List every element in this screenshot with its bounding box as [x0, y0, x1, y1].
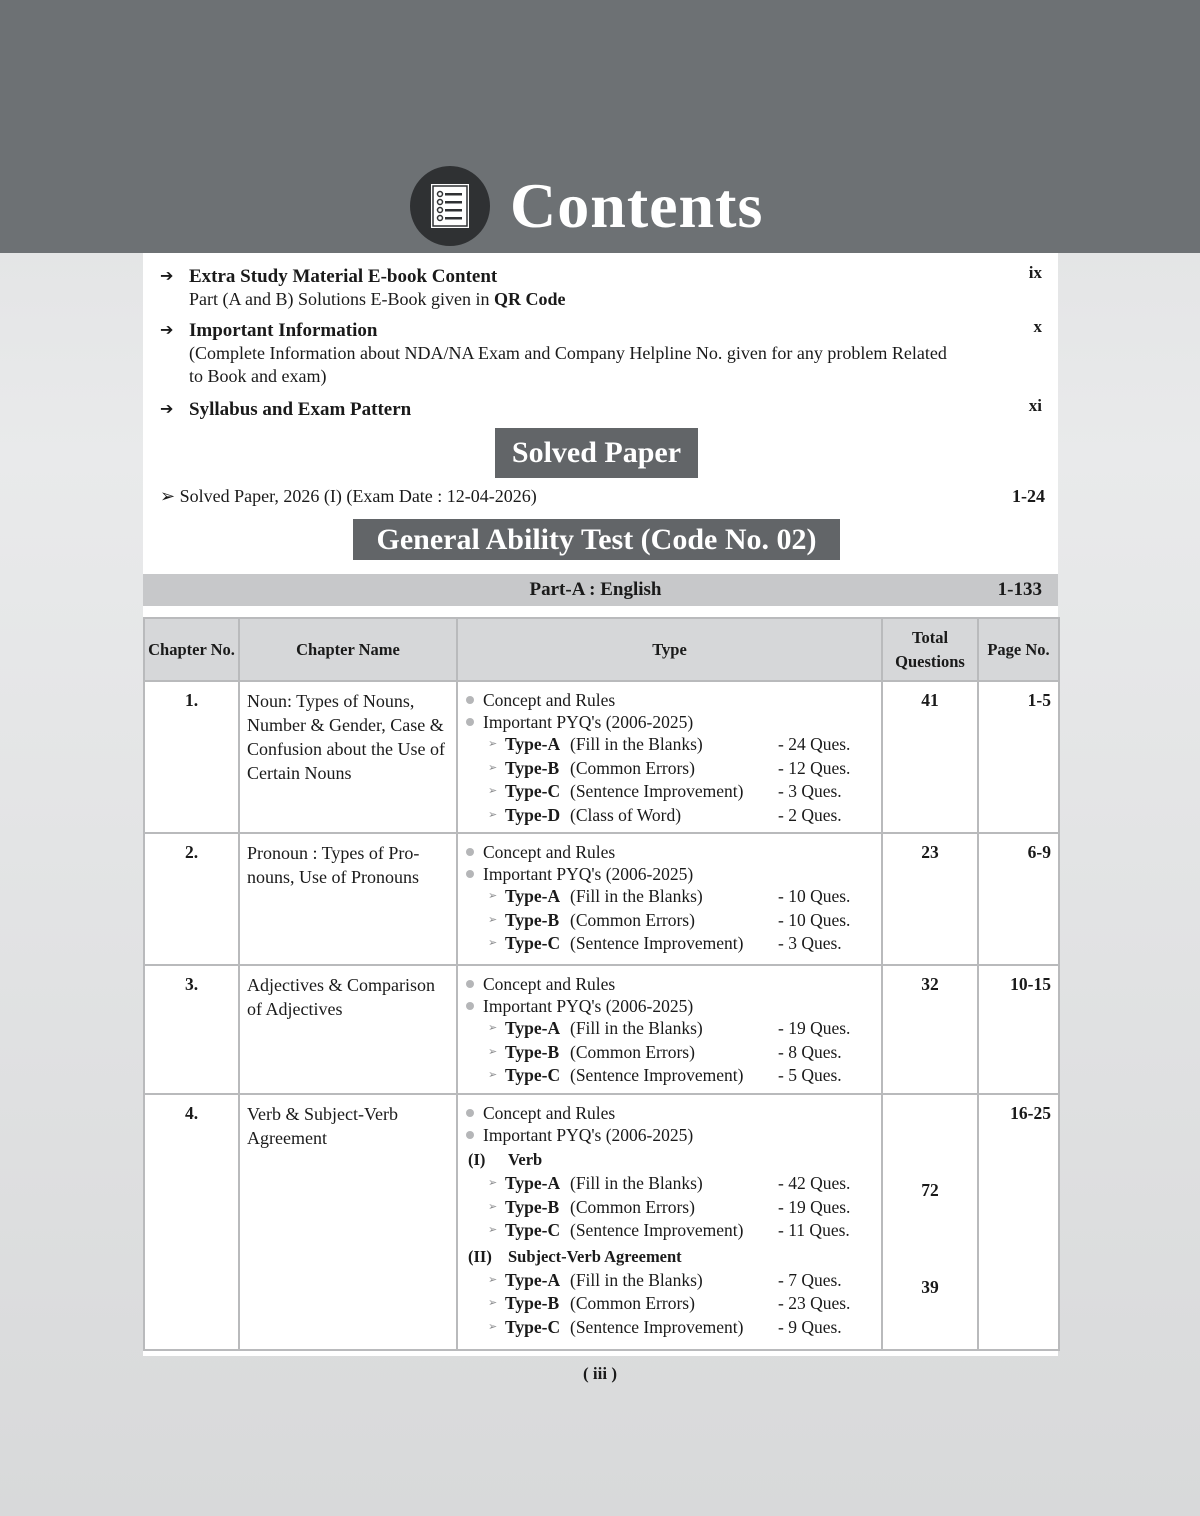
list-item — [463, 1124, 881, 1146]
section-roman: (I) — [468, 1150, 486, 1169]
table-row[interactable] — [144, 681, 1059, 833]
list-item — [463, 863, 881, 885]
type-desc: (Common Errors) — [570, 1041, 695, 1062]
chevron-right-icon: ➢ — [488, 1297, 498, 1309]
page-header — [410, 166, 763, 246]
type-count: - 9 Ques. — [778, 1316, 842, 1337]
page-number: xi — [1028, 396, 1042, 415]
type-desc: (Common Errors) — [570, 1196, 695, 1217]
type-name: Type-C — [505, 781, 561, 801]
chapter-type — [457, 1094, 882, 1350]
type-line — [463, 780, 881, 804]
type-count: - 8 Ques. — [778, 1041, 842, 1062]
type-name: Type-A — [505, 1173, 561, 1193]
chevron-right-icon: ➢ — [488, 937, 498, 949]
bullet-text: Concept and Rules — [483, 842, 616, 862]
chevron-right-icon: ➢ — [488, 1177, 498, 1189]
section-title: Subject-Verb Agreement — [508, 1246, 682, 1266]
section-heading — [463, 1146, 881, 1172]
type-line — [463, 804, 881, 828]
header-chapter-name: Chapter Name — [239, 618, 457, 681]
type-count: - 11 Ques. — [778, 1220, 850, 1240]
bullet-icon — [466, 870, 474, 878]
page-number: ix — [1028, 263, 1042, 282]
gat-label: General Ability Test (Code No. 02) — [353, 519, 840, 560]
type-count: - 3 Ques. — [778, 933, 842, 953]
chapter-no: 4. — [144, 1094, 239, 1350]
type-line — [463, 1064, 881, 1088]
type-name: Type-D — [505, 804, 561, 825]
header-chapter-no: Chapter No. — [144, 618, 239, 681]
chevron-right-icon: ➢ — [488, 1224, 498, 1236]
type-desc: (Common Errors) — [570, 909, 695, 930]
type-name: Type-A — [505, 1018, 561, 1038]
chevron-right-icon: ➢ — [488, 1022, 498, 1034]
section-total: 72 — [921, 1180, 939, 1200]
arrow-right-icon: ➔ — [160, 322, 174, 339]
solved-paper-entry[interactable] — [160, 486, 1045, 507]
page-no: 10-15 — [978, 965, 1059, 1094]
type-count: - 23 Ques. — [778, 1293, 851, 1313]
type-count: - 12 Ques. — [778, 757, 851, 778]
bullet-icon — [466, 1002, 474, 1010]
bullet-icon — [466, 718, 474, 726]
solved-paper-label: Solved Paper — [495, 428, 698, 478]
type-name: Type-B — [505, 1041, 560, 1062]
type-desc: (Fill in the Blanks) — [570, 1173, 703, 1193]
chapter-name: Noun: Types of Nouns, Number & Gender, Case & Confusion about the Use of Certain Nouns — [239, 681, 457, 833]
subtitle-bold: QR Code — [494, 289, 566, 309]
page-number: x — [1033, 317, 1042, 336]
list-item — [463, 1102, 881, 1124]
type-count: - 19 Ques. — [778, 1018, 851, 1038]
page-no: 6-9 — [978, 833, 1059, 965]
type-desc: (Sentence Improvement) — [570, 1316, 744, 1337]
solved-paper-item: Solved Paper, 2026 (I) (Exam Date : 12-04-2026) — [179, 486, 537, 506]
type-count: - 2 Ques. — [778, 804, 842, 825]
chevron-right-icon: ➢ — [488, 890, 498, 902]
chapter-name: Verb & Subject-Verb Agreement — [239, 1094, 457, 1350]
type-desc: (Fill in the Blanks) — [570, 1269, 703, 1290]
page-no: 16-25 — [978, 1094, 1059, 1350]
type-name: Type-B — [505, 1196, 560, 1217]
chevron-right-icon: ➢ — [488, 761, 498, 774]
list-item — [463, 711, 881, 733]
type-line — [463, 733, 881, 757]
type-line — [463, 885, 881, 909]
chevron-right-icon: ➢ — [488, 913, 498, 926]
type-desc: (Common Errors) — [570, 757, 695, 778]
page-title: Contents — [510, 170, 764, 241]
chapter-type — [457, 965, 882, 1094]
type-desc: (Common Errors) — [570, 1293, 695, 1313]
chevron-right-icon: ➢ — [488, 808, 498, 821]
table-header-row — [144, 618, 1059, 681]
type-line — [463, 1041, 881, 1065]
chevron-right-icon: ➢ — [488, 1273, 498, 1286]
chevron-right-icon: ➢ — [488, 738, 498, 750]
type-count: - 19 Ques. — [778, 1196, 851, 1217]
type-desc: (Fill in the Blanks) — [570, 1018, 703, 1038]
list-item — [463, 689, 881, 711]
type-name: Type-B — [505, 757, 560, 778]
bullet-icon — [466, 696, 474, 704]
type-line — [463, 909, 881, 933]
bullet-text: Important PYQ's (2006-2025) — [483, 996, 694, 1016]
header-total: Total Questions — [882, 618, 978, 681]
bullet-text: Important PYQ's (2006-2025) — [483, 712, 694, 732]
type-line — [463, 1196, 881, 1220]
bullet-icon — [466, 1109, 474, 1117]
arrow-right-icon: ➔ — [160, 268, 174, 285]
type-desc: (Sentence Improvement) — [570, 1220, 744, 1240]
chapter-type — [457, 833, 882, 965]
subtitle-text: (Complete Information about NDA/NA Exam and Company Helpline No. given for any problem Related to Book and exam) — [189, 343, 947, 386]
intro-item-title: Important Information — [189, 320, 378, 341]
bullet-text: Concept and Rules — [483, 1103, 616, 1123]
part-a-bar[interactable] — [143, 574, 1058, 606]
total-questions: 23 — [882, 833, 978, 965]
type-name: Type-C — [505, 933, 561, 953]
chevron-right-icon: ➢ — [488, 1320, 498, 1333]
type-count: - 5 Ques. — [778, 1065, 842, 1085]
list-item — [463, 841, 881, 863]
total-questions — [882, 1094, 978, 1350]
type-name: Type-A — [505, 886, 561, 906]
chapter-no: 1. — [144, 681, 239, 833]
type-line — [463, 1316, 881, 1340]
type-name: Type-A — [505, 1269, 561, 1290]
page-number: 1-24 — [1012, 486, 1045, 506]
chapter-type — [457, 681, 882, 833]
type-name: Type-B — [505, 909, 560, 930]
bullet-icon — [466, 1131, 474, 1139]
type-desc: (Sentence Improvement) — [570, 1065, 744, 1085]
bullet-text: Concept and Rules — [483, 690, 616, 710]
part-pages: 1-133 — [997, 579, 1042, 600]
type-count: - 42 Ques. — [778, 1173, 851, 1193]
chevron-right-icon: ➢ — [488, 1069, 498, 1081]
type-name: Type-C — [505, 1065, 561, 1085]
type-line — [463, 1017, 881, 1041]
bullet-icon — [466, 848, 474, 856]
type-name: Type-C — [505, 1220, 561, 1240]
type-name: Type-A — [505, 734, 561, 754]
page-no: 1-5 — [978, 681, 1059, 833]
intro-item-subtitle — [189, 288, 959, 311]
type-name: Type-B — [505, 1293, 560, 1313]
type-line — [463, 1292, 881, 1316]
section-title: Verb — [508, 1150, 543, 1169]
arrow-right-icon: ➔ — [160, 401, 174, 418]
type-desc: (Fill in the Blanks) — [570, 886, 703, 906]
type-count: - 7 Ques. — [778, 1269, 842, 1290]
type-desc: (Sentence Improvement) — [570, 933, 744, 953]
section-heading — [463, 1243, 881, 1269]
chapter-name: Adjectives & Comparison of Adjectives — [239, 965, 457, 1094]
intro-item-title: Syllabus and Exam Pattern — [189, 399, 412, 420]
header-type: Type — [457, 618, 882, 681]
bullet-text: Concept and Rules — [483, 974, 616, 994]
header-page-no: Page No. — [978, 618, 1059, 681]
chevron-right-icon: ➢ — [488, 1045, 498, 1058]
total-questions: 32 — [882, 965, 978, 1094]
triangle-bullet-icon: ➢ — [160, 486, 176, 506]
part-label: Part-A : English — [529, 579, 662, 600]
table-row[interactable] — [144, 965, 1059, 1094]
type-count: - 10 Ques. — [778, 909, 851, 930]
bullet-text: Important PYQ's (2006-2025) — [483, 1125, 694, 1145]
table-row[interactable] — [144, 833, 1059, 965]
bullet-icon — [466, 980, 474, 988]
type-count: - 24 Ques. — [778, 734, 851, 754]
type-line — [463, 1172, 881, 1196]
page-footer-number: ( iii ) — [583, 1364, 617, 1383]
chevron-right-icon: ➢ — [488, 1200, 498, 1213]
section-roman: (II) — [468, 1246, 492, 1266]
type-line — [463, 757, 881, 781]
intro-item-title: Extra Study Material E-book Content — [189, 266, 498, 287]
type-count: - 3 Ques. — [778, 781, 842, 801]
type-desc: (Fill in the Blanks) — [570, 734, 703, 754]
type-line — [463, 1269, 881, 1293]
type-count: - 10 Ques. — [778, 886, 851, 906]
type-line — [463, 1219, 881, 1243]
table-row[interactable] — [144, 1094, 1059, 1350]
checklist-icon — [410, 166, 490, 246]
list-item — [463, 973, 881, 995]
contents-table — [143, 617, 1060, 1351]
type-desc: (Sentence Improvement) — [570, 781, 744, 801]
chevron-right-icon: ➢ — [488, 785, 498, 797]
intro-item-subtitle — [189, 342, 959, 388]
list-item — [463, 995, 881, 1017]
chapter-no: 3. — [144, 965, 239, 1094]
total-questions: 41 — [882, 681, 978, 833]
subtitle-text: Part (A and B) Solutions E-Book given in — [189, 289, 494, 309]
section-total: 39 — [921, 1277, 939, 1297]
type-desc: (Class of Word) — [570, 804, 682, 825]
type-line — [463, 932, 881, 956]
chapter-name: Pronoun : Types of Pro-nouns, Use of Pronouns — [239, 833, 457, 965]
type-name: Type-C — [505, 1316, 561, 1337]
bullet-text: Important PYQ's (2006-2025) — [483, 864, 694, 884]
chapter-no: 2. — [144, 833, 239, 965]
